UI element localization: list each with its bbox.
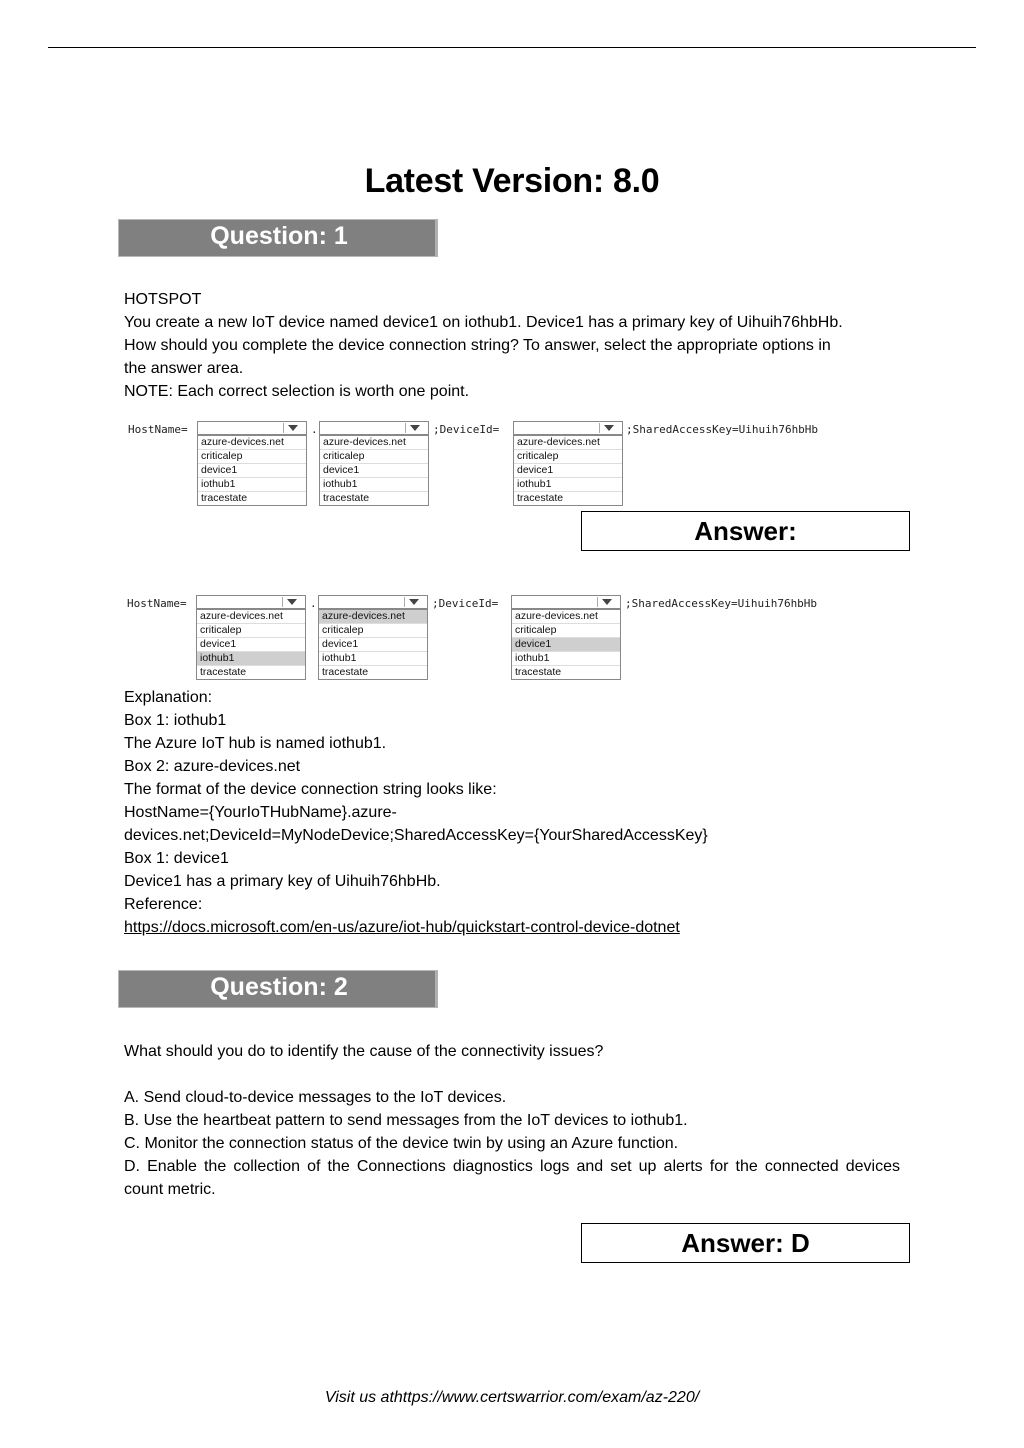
explanation-line: Box 2: azure-devices.net (124, 758, 301, 775)
chevron-down-icon (409, 599, 419, 605)
dropdown-option-selected[interactable]: iothub1 (197, 652, 305, 666)
dropdown-option[interactable]: criticalep (197, 624, 305, 638)
footer-visit-link[interactable]: Visit us athttps://www.certswarrior.com/exam/az-220/ (324, 1389, 700, 1406)
chevron-down-icon (602, 599, 612, 605)
dropdown-option[interactable]: criticalep (198, 450, 306, 464)
dropdown-option[interactable]: azure-devices.net (512, 610, 620, 624)
explanation-line: The format of the device connection string looks like: (124, 781, 497, 798)
question-line: What should you do to identify the cause of the connectivity issues? (124, 1043, 604, 1060)
answer-box-2: Answer: D (581, 1223, 910, 1263)
question-1-label: Question: 1 (210, 222, 348, 250)
question-2-options (124, 1086, 900, 1201)
question-line: HOTSPOT (124, 291, 202, 308)
question-line: the answer area. (124, 360, 244, 377)
dropdown-option[interactable]: iothub1 (514, 478, 622, 492)
dropdown-option[interactable]: iothub1 (319, 652, 427, 666)
dropdown-option-selected[interactable]: device1 (512, 638, 620, 652)
dropdown-option[interactable]: iothub1 (512, 652, 620, 666)
dropdown-option[interactable]: azure-devices.net (197, 610, 305, 624)
dropdown-option[interactable]: device1 (514, 464, 622, 478)
chevron-down-icon (410, 425, 420, 431)
dropdown-option[interactable]: tracestate (517, 492, 564, 504)
dot-label: . (311, 423, 318, 436)
dropdown-option[interactable]: tracestate (515, 666, 562, 678)
top-rule (48, 47, 976, 48)
hostname-label: HostName= (127, 597, 187, 610)
dropdown-option[interactable]: criticalep (512, 624, 620, 638)
explanation-line: Device1 has a primary key of Uihuih76hbHb. (124, 873, 441, 890)
dropdown-option[interactable]: azure-devices.net (514, 436, 622, 450)
explanation (124, 686, 900, 939)
sharedaccesskey-label: ;SharedAccessKey=Uihuih76hbHb (625, 597, 818, 610)
hotspot-question-figure (126, 421, 886, 507)
dropdown-option[interactable]: azure-devices.net (198, 436, 306, 450)
question-line: How should you complete the device connection string? To answer, select the appropriate options in (124, 337, 831, 354)
dropdown-option[interactable]: azure-devices.net (320, 436, 428, 450)
deviceid-label: ;DeviceId= (432, 597, 499, 610)
dropdown-option[interactable]: iothub1 (198, 478, 306, 492)
dropdown-option[interactable]: tracestate (200, 666, 247, 678)
question-1-text (124, 288, 900, 403)
dot-label: . (310, 597, 317, 610)
chevron-down-icon (604, 425, 614, 431)
deviceid-label: ;DeviceId= (433, 423, 500, 436)
dropdown-option[interactable]: criticalep (320, 450, 428, 464)
dropdown-option[interactable]: tracestate (201, 492, 248, 504)
dropdown-option[interactable]: tracestate (322, 666, 369, 678)
reference-link[interactable]: https://docs.microsoft.com/en-us/azure/iot-hub/quickstart-control-device-dotnet (124, 919, 680, 936)
dropdown-option[interactable]: device1 (197, 638, 305, 652)
explanation-line: HostName={YourIoTHubName}.azure- (124, 804, 397, 821)
explanation-line: The Azure IoT hub is named iothub1. (124, 735, 387, 752)
dropdown-option[interactable]: iothub1 (320, 478, 428, 492)
option-c: C. Monitor the connection status of the device twin by using an Azure function. (124, 1135, 679, 1152)
explanation-line: Reference: (124, 896, 203, 913)
dropdown-option[interactable]: criticalep (319, 624, 427, 638)
question-2-label: Question: 2 (210, 973, 348, 1001)
page-title: Latest Version: 8.0 (364, 162, 660, 200)
answer-box-1: Answer: (581, 511, 910, 551)
explanation-line: Box 1: device1 (124, 850, 229, 867)
chevron-down-icon (287, 599, 297, 605)
chevron-down-icon (288, 425, 298, 431)
question-2-text (124, 1040, 900, 1063)
dropdown-option[interactable]: device1 (320, 464, 428, 478)
explanation-line: Box 1: iothub1 (124, 712, 227, 729)
dropdown-option-selected[interactable]: azure-devices.net (319, 610, 427, 624)
question-2-banner (118, 970, 438, 1008)
option-b: B. Use the heartbeat pattern to send messages from the IoT devices to iothub1. (124, 1112, 688, 1129)
dropdown-option[interactable]: device1 (198, 464, 306, 478)
option-d: D. Enable the collection of the Connections diagnostics logs and set up alerts for the connected devices count metric. (124, 1158, 900, 1198)
question-line: You create a new IoT device named device1 on iothub1. Device1 has a primary key of Uihuih76hbHb. (124, 314, 843, 331)
sharedaccesskey-label: ;SharedAccessKey=Uihuih76hbHb (626, 423, 819, 436)
hotspot-answer-figure (126, 595, 886, 681)
dropdown-option[interactable]: tracestate (323, 492, 370, 504)
option-a: A. Send cloud-to-device messages to the IoT devices. (124, 1089, 507, 1106)
question-line: NOTE: Each correct selection is worth one point. (124, 383, 470, 400)
question-1-banner (118, 219, 438, 257)
explanation-line: devices.net;DeviceId=MyNodeDevice;SharedAccessKey={YourSharedAccessKey} (124, 827, 708, 844)
explanation-line: Explanation: (124, 689, 213, 706)
hostname-label: HostName= (128, 423, 188, 436)
dropdown-option[interactable]: criticalep (514, 450, 622, 464)
dropdown-option[interactable]: device1 (319, 638, 427, 652)
